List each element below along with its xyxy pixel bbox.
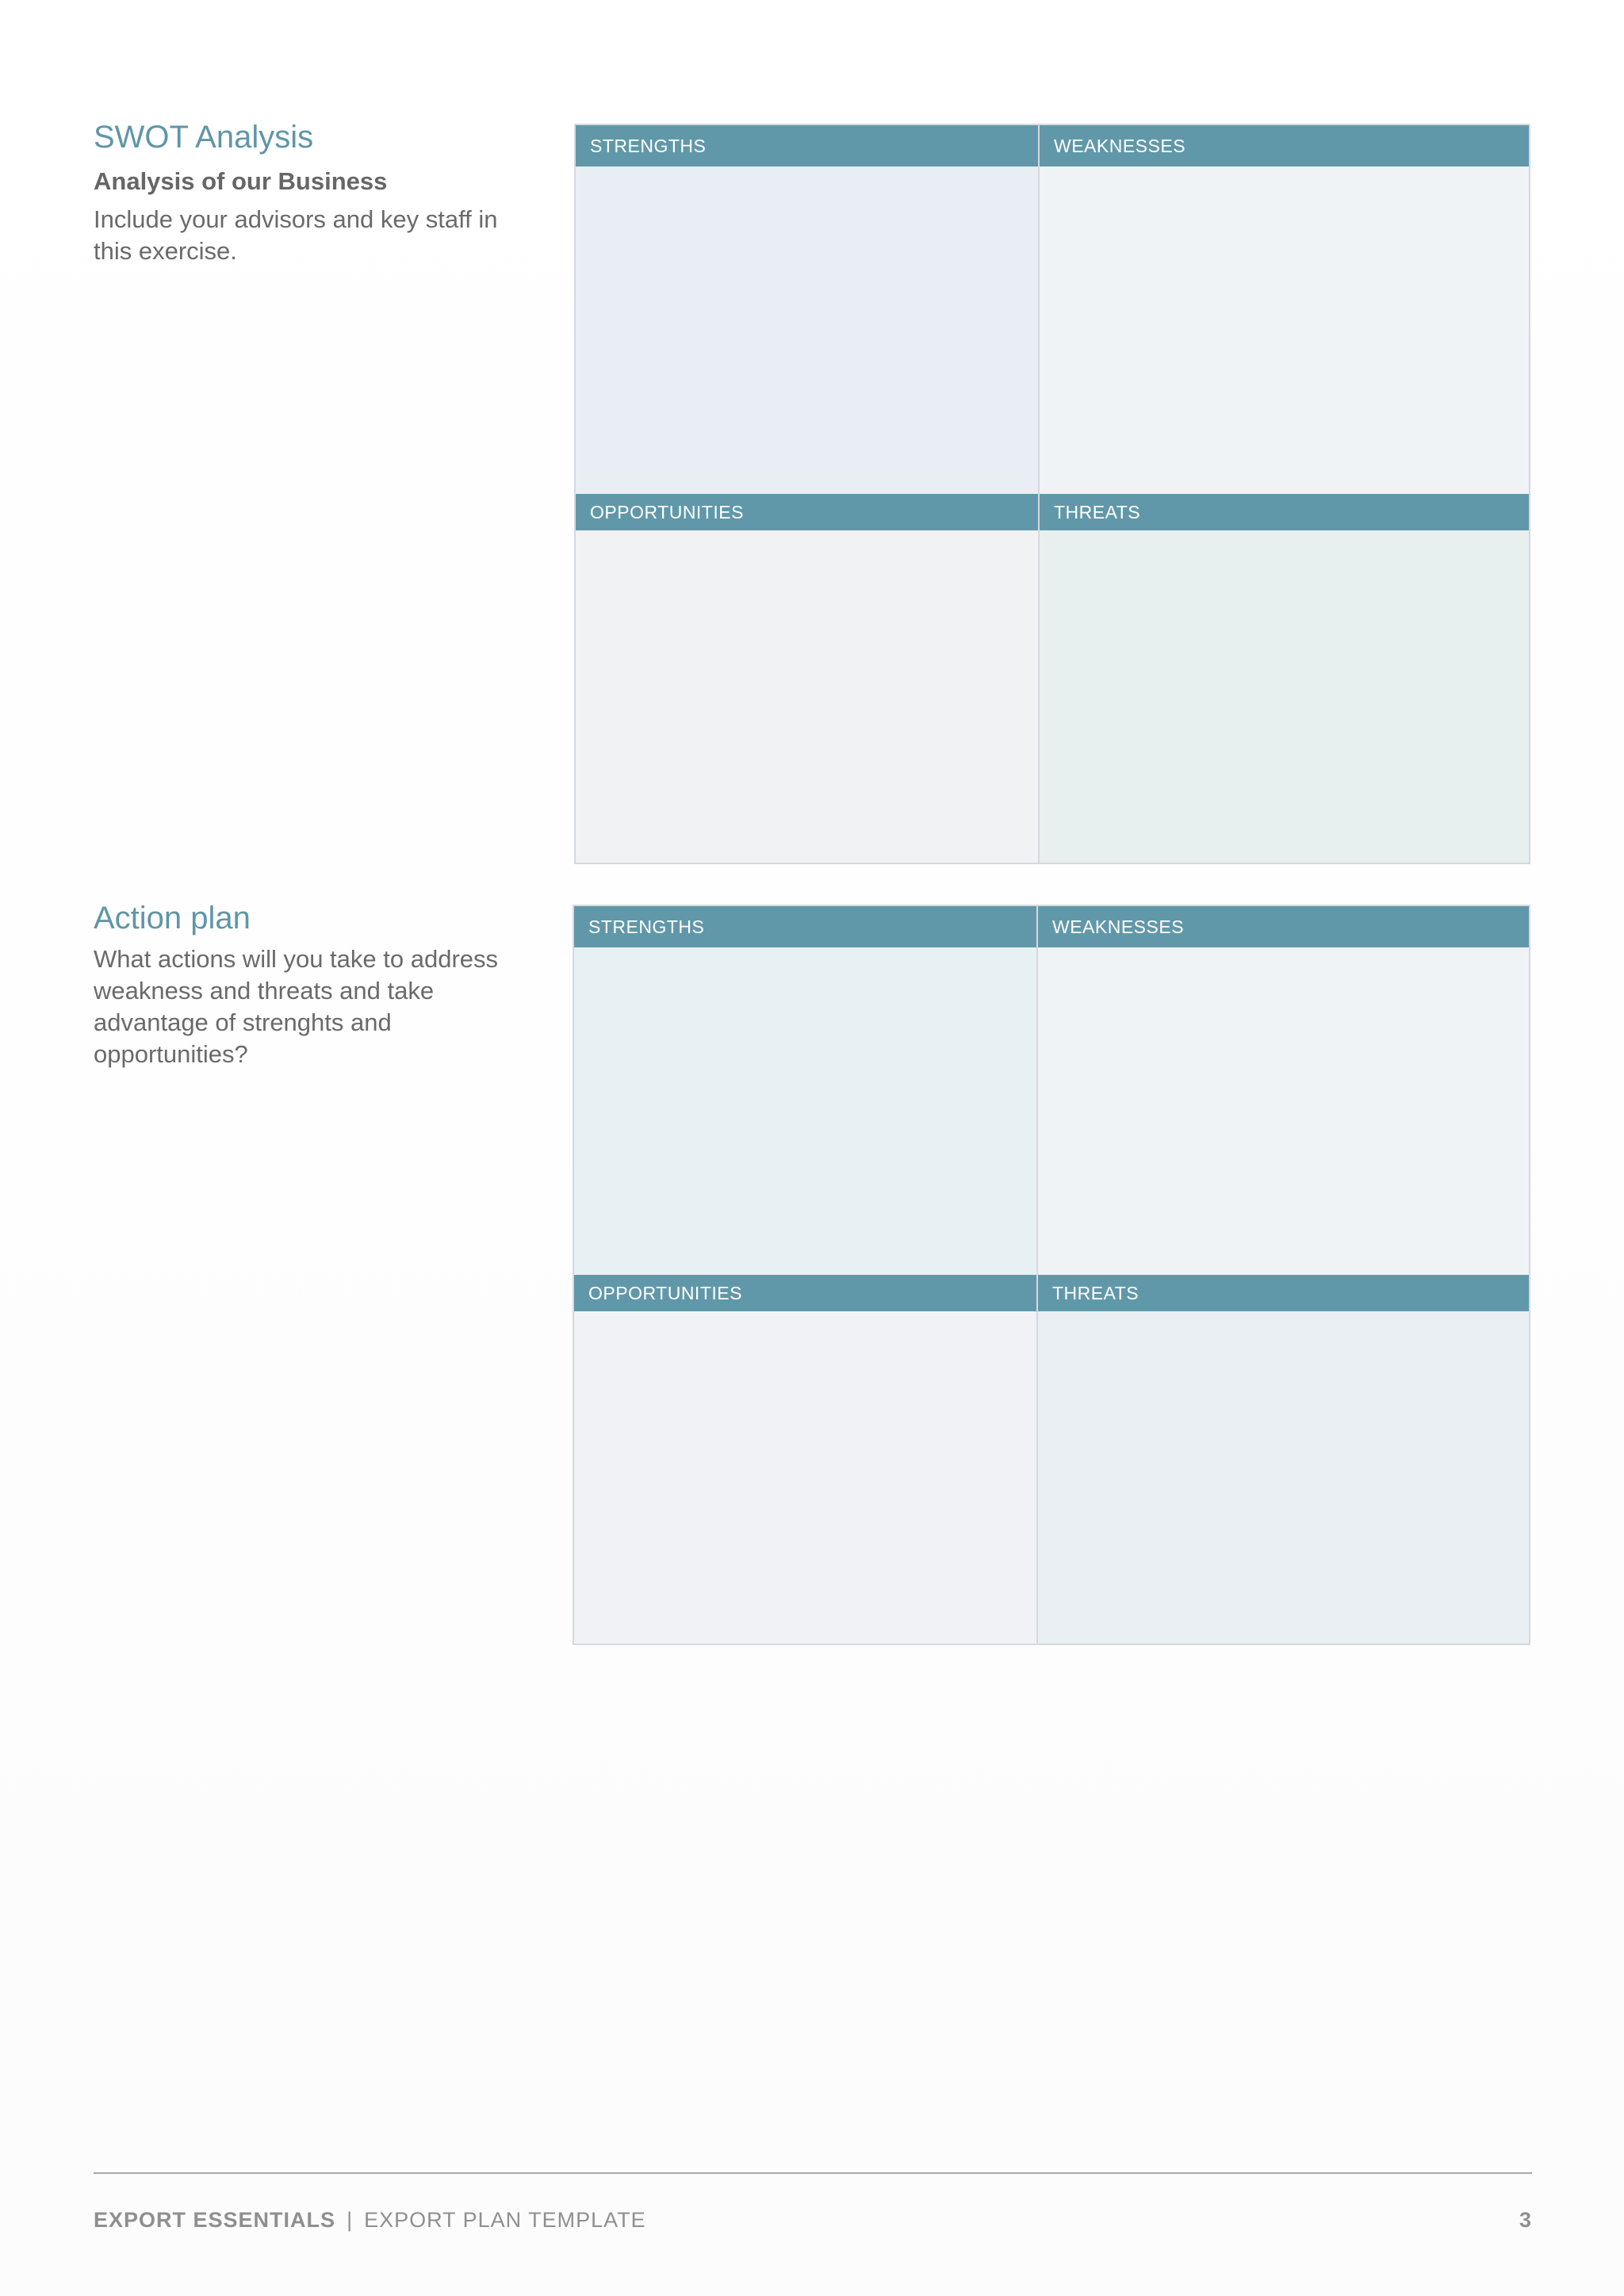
page-number: 3	[1519, 2208, 1532, 2232]
swot-threats-cell[interactable]	[1038, 494, 1529, 863]
swot-opportunities-header: OPPORTUNITIES	[576, 494, 1038, 530]
swot-threats-body[interactable]	[1040, 530, 1529, 863]
swot-weaknesses-body[interactable]	[1040, 166, 1529, 494]
action-opportunities-body[interactable]	[574, 1311, 1036, 1644]
action-plan-grid	[573, 905, 1530, 1645]
action-strengths-header: STRENGTHS	[574, 906, 1036, 947]
action-strengths-body[interactable]	[574, 947, 1036, 1275]
action-opportunities-header: OPPORTUNITIES	[574, 1275, 1036, 1311]
action-plan-description: What actions will you take to address weakness and threats and take advantage of strenghts and opportunities?	[94, 945, 499, 1068]
swot-strengths-body[interactable]	[576, 166, 1038, 494]
footer-divider	[94, 2172, 1532, 2174]
swot-strengths-header: STRENGTHS	[576, 125, 1038, 166]
page-footer	[94, 2204, 1532, 2236]
action-threats-body[interactable]	[1038, 1311, 1529, 1644]
swot-subtitle: Analysis of our Business	[94, 167, 388, 195]
action-threats-header: THREATS	[1038, 1275, 1529, 1311]
swot-threats-header: THREATS	[1040, 494, 1529, 530]
swot-grid	[574, 124, 1530, 864]
action-threats-cell[interactable]	[1036, 1275, 1529, 1644]
swot-title: SWOT Analysis	[94, 120, 314, 155]
swot-intro	[94, 115, 538, 267]
swot-opportunities-cell[interactable]	[576, 494, 1038, 863]
footer-brand: EXPORT ESSENTIALS	[94, 2208, 336, 2232]
swot-description: Include your advisors and key staff in this exercise.	[94, 205, 498, 265]
action-opportunities-cell[interactable]	[574, 1275, 1036, 1644]
action-plan-title: Action plan	[94, 901, 251, 936]
swot-opportunities-body[interactable]	[576, 530, 1038, 863]
action-strengths-cell[interactable]	[574, 906, 1036, 1275]
action-weaknesses-body[interactable]	[1038, 947, 1529, 1275]
swot-weaknesses-cell[interactable]	[1038, 125, 1529, 494]
action-weaknesses-header: WEAKNESSES	[1038, 906, 1529, 947]
swot-strengths-cell[interactable]	[576, 125, 1038, 494]
action-plan-intro	[94, 896, 538, 1070]
action-weaknesses-cell[interactable]	[1036, 906, 1529, 1275]
swot-weaknesses-header: WEAKNESSES	[1040, 125, 1529, 166]
footer-separator: |	[347, 2208, 354, 2232]
footer-doc-title: EXPORT PLAN TEMPLATE	[364, 2208, 646, 2232]
footer-left	[94, 2204, 646, 2236]
